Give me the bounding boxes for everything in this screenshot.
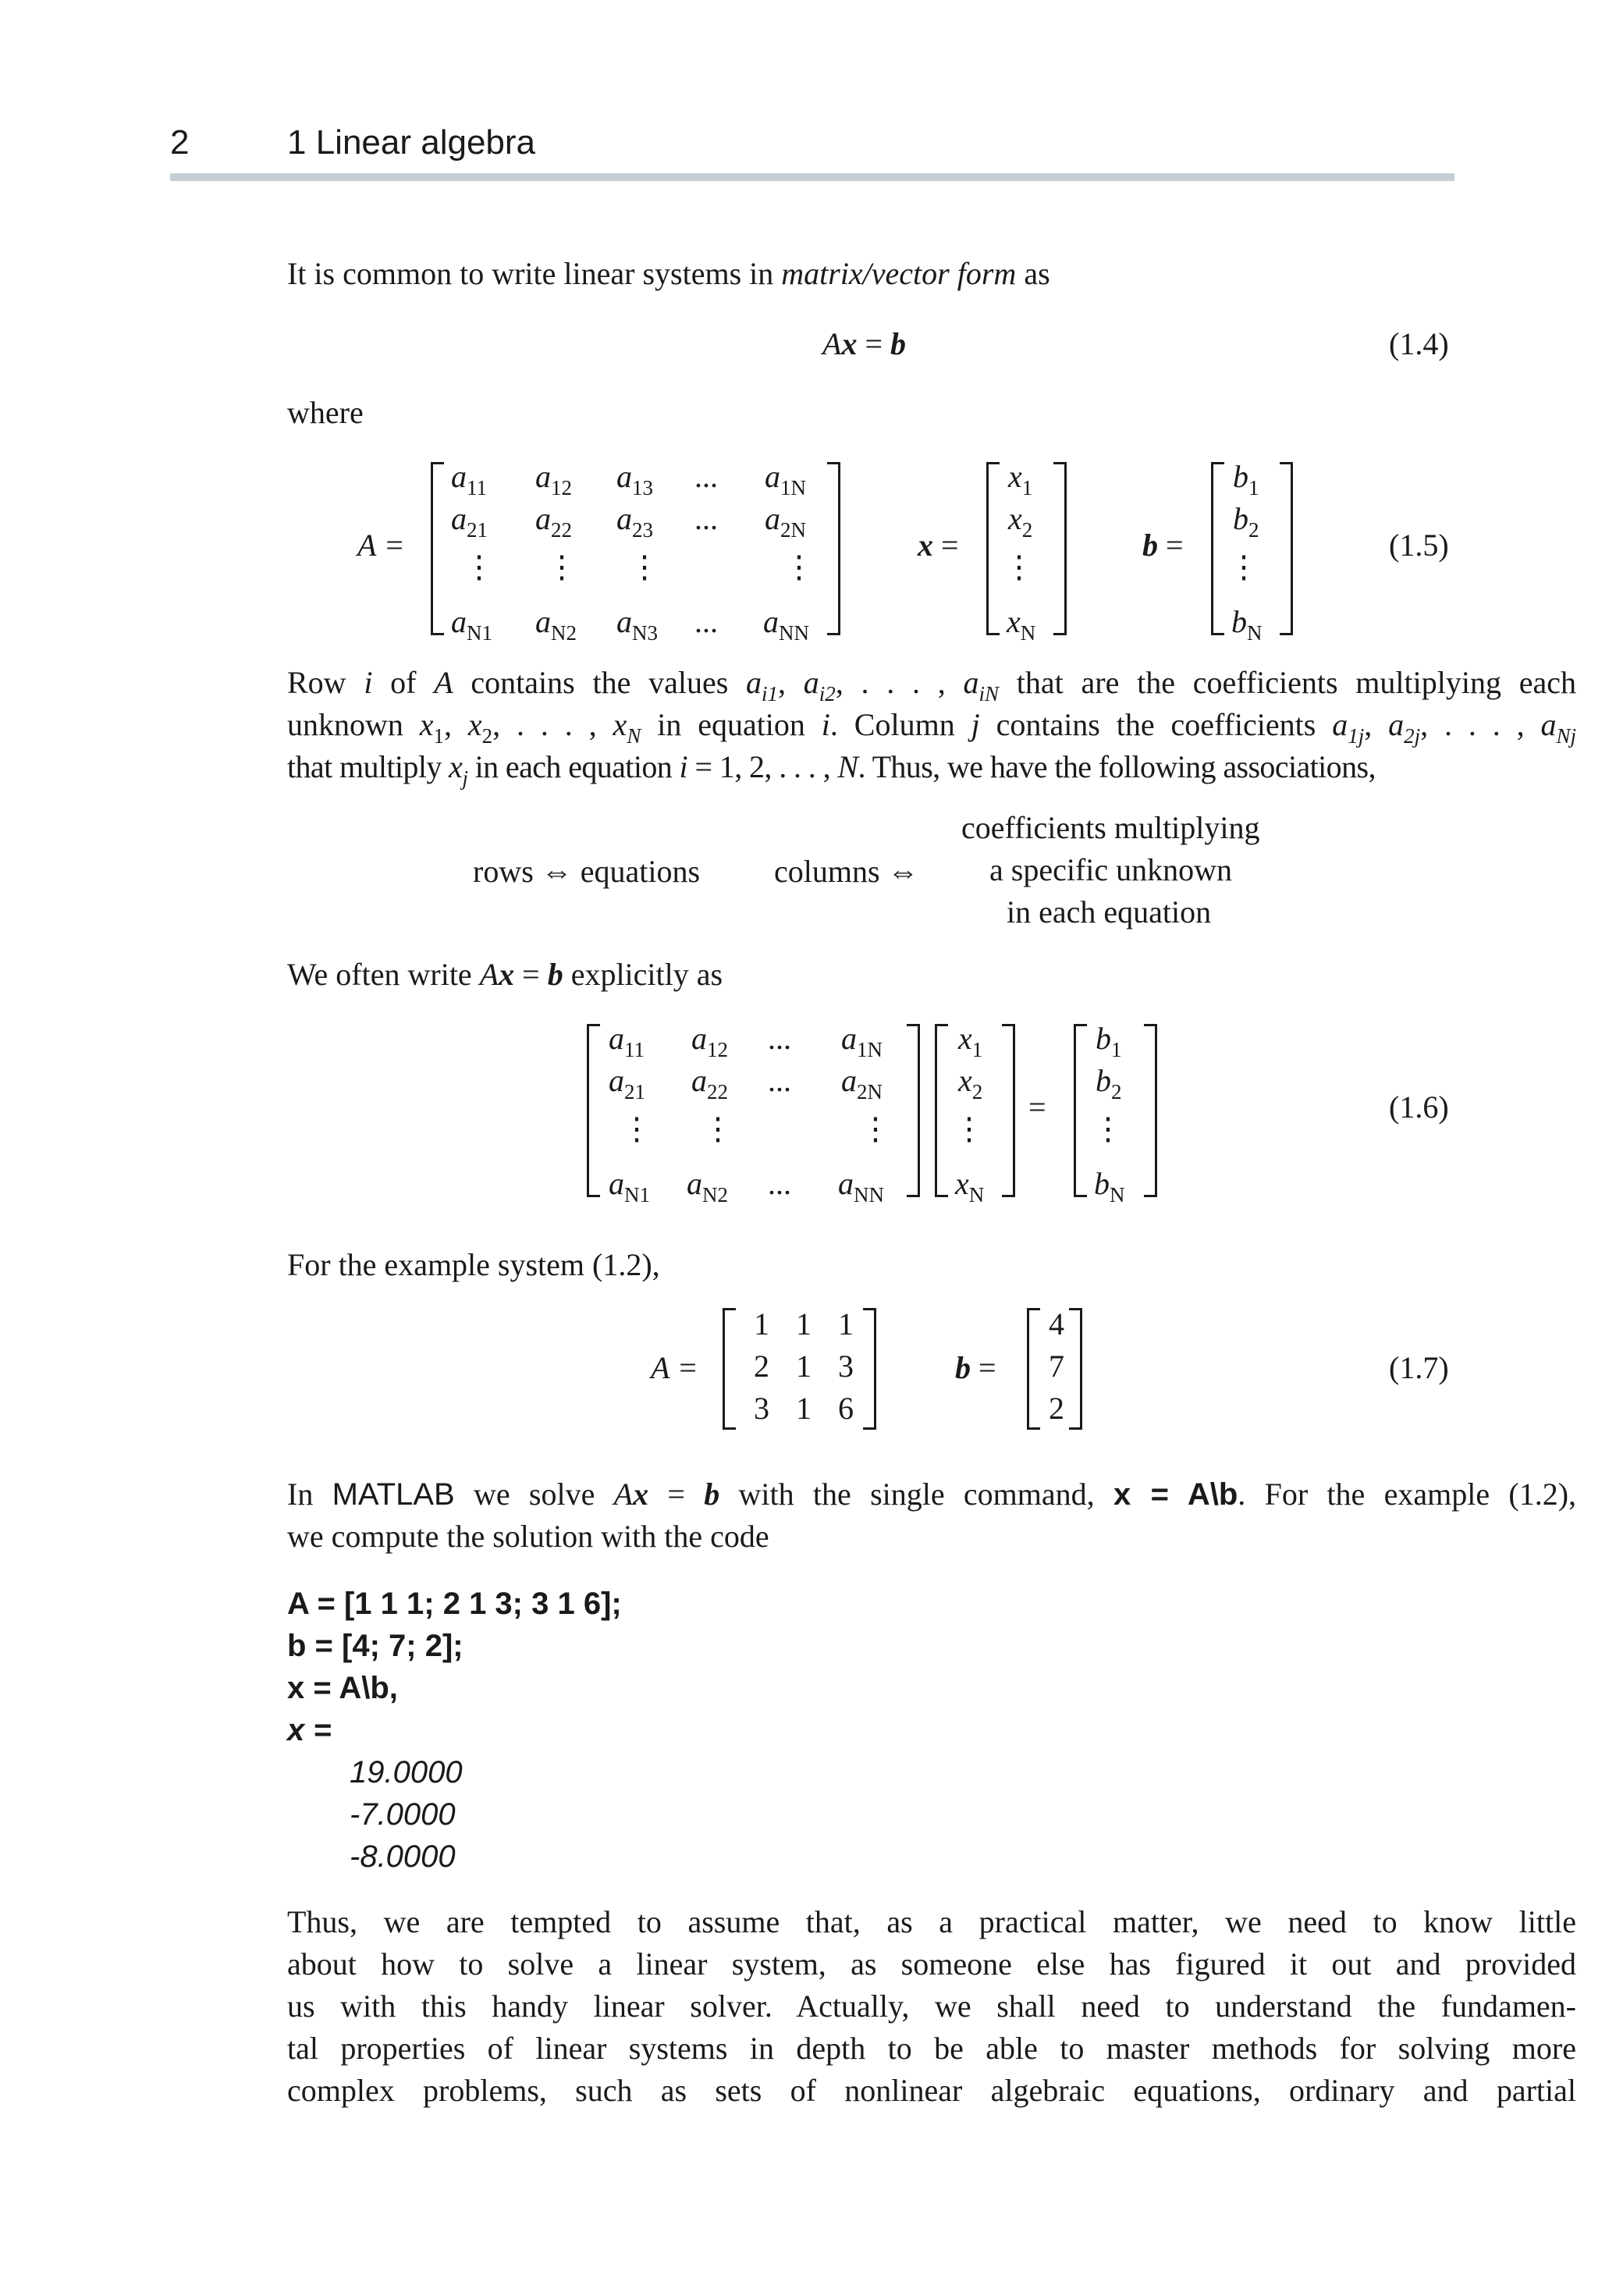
code-output-3: -8.0000 [350, 1839, 456, 1874]
vdots: ⋮ [860, 1111, 891, 1146]
aN3: $a_{N3}$ [616, 604, 658, 645]
a11: $a_{11}$ [609, 1021, 645, 1061]
code-line-3: x = A\b, [287, 1671, 398, 1705]
bracket-right [863, 1308, 876, 1430]
b-label: b = [955, 1350, 996, 1385]
matlab-label: MATLAB [332, 1477, 455, 1512]
xN: $x_N$ [1007, 604, 1036, 645]
a12: $a_{12}$ [535, 459, 572, 499]
matlab-command: x = A\b [1113, 1477, 1238, 1512]
vdots: ⋮ [621, 1111, 652, 1146]
b2: $b_2$ [1233, 501, 1259, 542]
bracket-left [587, 1024, 600, 1197]
chapter-title: 1 Linear algebra [287, 123, 536, 162]
matrix-a-cell: 3 [754, 1391, 769, 1426]
bracket-left [935, 1024, 948, 1197]
matrix-a-cell: 3 [838, 1349, 854, 1384]
vdots: ⋮ [629, 549, 660, 585]
paragraph-matlab: In MATLAB we solve Ax = b with the single command, x = A\b. For the example (1.2), [287, 1477, 1577, 1512]
b1: $b_1$ [1233, 459, 1259, 499]
paragraph-row-col-line3: that multiply $x_j$ in each equation i = 1, 2, . . . , N. Thus, we have the following associations, [287, 749, 1376, 790]
matrix-a-cell: 1 [838, 1306, 854, 1342]
bracket-left [1074, 1024, 1087, 1197]
paragraph-line: about how to solve a linear system, as someone else has figured it out and provided [287, 1946, 1576, 1981]
paragraph-matlab-line2: we compute the solution with the code [287, 1519, 769, 1554]
vector-b-cell: 4 [1049, 1306, 1064, 1342]
x2: $x_2$ [958, 1063, 983, 1104]
word-where: where [287, 395, 364, 430]
assoc-columns: columns ⇔ [774, 854, 919, 889]
bracket-left [1027, 1308, 1040, 1430]
code-line-4: x = [287, 1713, 332, 1747]
paragraph-row-col-line2: unknown $x_1$, $x_2$, . . . , $x_N$ in equation i. Column j contains the coefficients $a_{1j}$, $a_{2j}$, . . . , $a_{Nj}$ [287, 707, 1577, 748]
a2N: $a_{2N}$ [841, 1063, 883, 1104]
code-output-2: -7.0000 [350, 1797, 456, 1832]
equation-number-1-5: (1.5) [1389, 528, 1449, 563]
paragraph-line: us with this handy linear solver. Actually, we shall need to understand the fundamen- [287, 1989, 1576, 2024]
aN2: $a_{N2}$ [687, 1166, 728, 1207]
paragraph-row-col: Row i of A contains the values $a_{i1}$, $a_{i2}$, . . . , $a_{iN}$ that are the coefficients multiplying each [287, 665, 1576, 706]
header-rule [170, 173, 1454, 181]
x1: $x_1$ [958, 1021, 983, 1061]
a13: $a_{13}$ [616, 459, 653, 499]
symbol: A [822, 326, 842, 361]
equation-number-1-4: (1.4) [1389, 326, 1449, 361]
dots: ... [694, 604, 718, 639]
A-label: A = [357, 528, 405, 563]
matrix-a-cell: 1 [796, 1349, 812, 1384]
x2: $x_2$ [1008, 501, 1033, 542]
matrix-a-cell: 2 [754, 1349, 769, 1384]
paragraph-example: For the example system (1.2), [287, 1247, 660, 1282]
vector-b-cell: 7 [1049, 1349, 1064, 1384]
aN1: $a_{N1}$ [451, 604, 492, 645]
paragraph-line: Thus, we are tempted to assume that, as a practical matter, we need to know little [287, 1904, 1576, 1939]
vdots: ⋮ [702, 1111, 733, 1146]
matrix-a-cell: 1 [754, 1306, 769, 1342]
aNN: $a_{NN}$ [763, 604, 809, 645]
bracket-right [1069, 1308, 1082, 1430]
x-label: x = [918, 528, 959, 563]
bracket-right [1280, 462, 1293, 635]
paragraph-explicit: We often write Ax = b explicitly as [287, 957, 723, 992]
bracket-right [1053, 462, 1067, 635]
a23: $a_{23}$ [616, 501, 653, 542]
b1: $b_1$ [1096, 1021, 1122, 1061]
bN: $b_N$ [1094, 1166, 1125, 1207]
symbol: = [857, 326, 890, 361]
a22: $a_{22}$ [535, 501, 572, 542]
a1N: $a_{1N}$ [765, 459, 806, 499]
bracket-right [827, 462, 840, 635]
text: as [1016, 256, 1050, 291]
a12: $a_{12}$ [691, 1021, 728, 1061]
bracket-right [1002, 1024, 1015, 1197]
equation-number-1-6: (1.6) [1389, 1089, 1449, 1125]
vdots: ⋮ [1092, 1111, 1124, 1146]
vdots: ⋮ [954, 1111, 985, 1146]
assoc-rows: rows ⇔ equations [473, 854, 701, 889]
bracket-right [1144, 1024, 1157, 1197]
assoc-coeff-2: a specific unknown [989, 852, 1233, 887]
bracket-left [986, 462, 1000, 635]
xN: $x_N$ [955, 1166, 985, 1207]
bracket-left [431, 462, 444, 635]
matrix-a-cell: 6 [838, 1391, 854, 1426]
b2: $b_2$ [1096, 1063, 1122, 1104]
vdots: ⋮ [463, 549, 495, 585]
vector-b-cell: 2 [1049, 1391, 1064, 1426]
emphasis: matrix/vector form [781, 256, 1017, 291]
a21: $a_{21}$ [451, 501, 488, 542]
bracket-right [907, 1024, 920, 1197]
b-label: b = [1142, 528, 1184, 563]
matrix-a-cell: 1 [796, 1391, 812, 1426]
a1N: $a_{1N}$ [841, 1021, 883, 1061]
symbol: b [890, 326, 906, 361]
bracket-left [1211, 462, 1224, 635]
equation-number-1-7: (1.7) [1389, 1350, 1449, 1385]
a21: $a_{21}$ [609, 1063, 645, 1104]
aNN: $a_{NN}$ [838, 1166, 884, 1207]
x1: $x_1$ [1008, 459, 1033, 499]
code-output-1: 19.0000 [350, 1755, 463, 1790]
dots: ... [768, 1063, 791, 1098]
symbol: x [841, 326, 858, 361]
dots: ... [694, 459, 718, 494]
aN2: $a_{N2}$ [535, 604, 577, 645]
bracket-left [723, 1308, 736, 1430]
a22: $a_{22}$ [691, 1063, 728, 1104]
aN1: $a_{N1}$ [609, 1166, 650, 1207]
equals: = [1028, 1089, 1046, 1125]
paragraph-intro [287, 253, 1050, 295]
vdots: ⋮ [783, 549, 815, 585]
paragraph-line: complex problems, such as sets of nonlinear algebraic equations, ordinary and partial [287, 2073, 1576, 2108]
equation-1-4 [822, 323, 906, 365]
assoc-coeff-1: coefficients multiplying [961, 810, 1260, 845]
text: It is common to write linear systems in [287, 256, 782, 291]
assoc-coeff-3: in each equation [1007, 894, 1212, 929]
code-line-2: b = [4; 7; 2]; [287, 1629, 463, 1663]
dots: ... [768, 1021, 791, 1056]
vdots: ⋮ [1228, 549, 1259, 585]
paragraph-line: tal properties of linear systems in depth to be able to master methods for solving more [287, 2031, 1576, 2066]
dots: ... [694, 501, 718, 536]
bN: $b_N$ [1231, 604, 1263, 645]
a11: $a_{11}$ [451, 459, 487, 499]
page-number: 2 [170, 123, 190, 162]
code-line-1: A = [1 1 1; 2 1 3; 3 1 6]; [287, 1587, 622, 1621]
A-label: A = [651, 1350, 698, 1385]
matrix-a-cell: 1 [796, 1306, 812, 1342]
a2N: $a_{2N}$ [765, 501, 806, 542]
vdots: ⋮ [1003, 549, 1035, 585]
dots: ... [768, 1166, 791, 1201]
vdots: ⋮ [546, 549, 577, 585]
